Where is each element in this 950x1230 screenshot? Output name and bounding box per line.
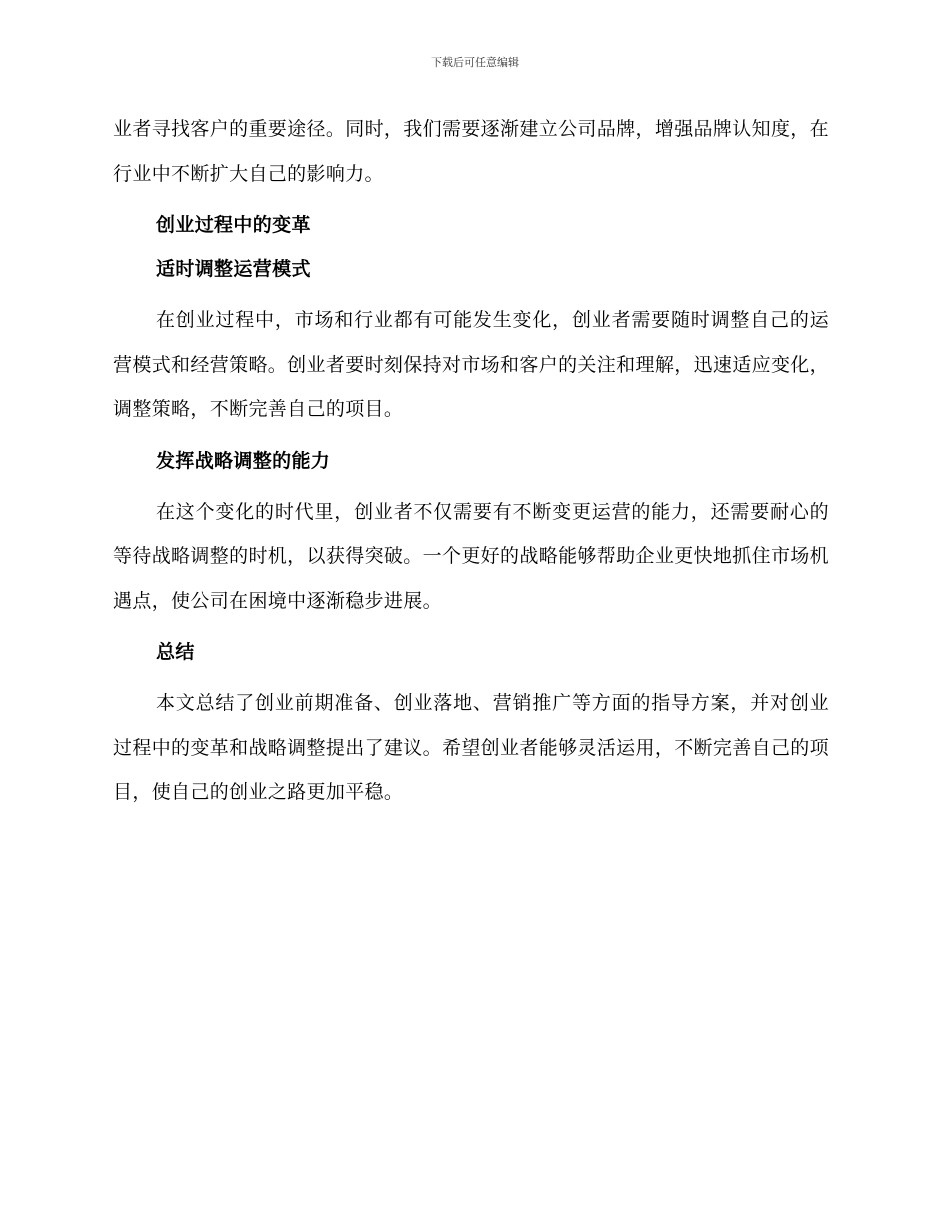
subsection-heading: 适时调整运营模式 xyxy=(156,258,311,280)
subsection-heading: 发挥战略调整的能力 xyxy=(156,449,331,472)
summary-heading: 总结 xyxy=(156,641,195,663)
document-body xyxy=(113,107,829,816)
summary-paragraph: 本文总结了创业前期准备、创业落地、营销推广等方面的指导方案，并对创业过程中的变革和战略调整提出了建议。希望创业者能够灵活运用，不断完善自己的项目，使自己的创业之路更加平稳。 xyxy=(113,692,829,803)
paragraph: 在创业过程中，市场和行业都有可能发生变化，创业者需要随时调整自己的运营模式和经营策略。创业者要时刻保持对市场和客户的关注和理解，迅速适应变化，调整策略，不断完善自己的项目。 xyxy=(113,309,829,420)
page-header-note: 下载后可任意编辑 xyxy=(431,56,519,69)
section-heading: 创业过程中的变革 xyxy=(156,214,311,236)
paragraph: 在这个变化的时代里，创业者不仅需要有不断变更运营的能力，还需要耐心的等待战略调整的时机，以获得突破。一个更好的战略能够帮助企业更快地抓住市场机遇点，使公司在困境中逐渐稳步进展。 xyxy=(113,500,829,612)
paragraph-continued: 业者寻找客户的重要途径。同时，我们需要逐渐建立公司品牌，增强品牌认知度，在行业中不断扩大自己的影响力。 xyxy=(113,118,829,185)
